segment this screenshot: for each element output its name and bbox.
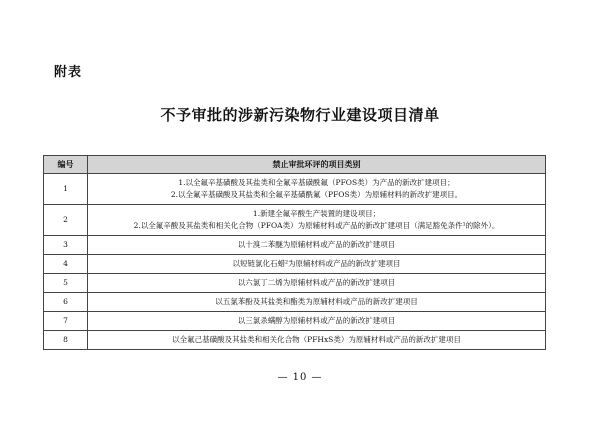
row-number: 8 bbox=[44, 331, 88, 350]
row-number: 3 bbox=[44, 236, 88, 255]
category-line: 2.以全氟辛酸及其盐类和相关化合物（PFOA类）为原辅材料或产品的新改扩建项目（满足豁免条件¹的除外）。 bbox=[133, 221, 500, 230]
table-row bbox=[44, 293, 546, 312]
table-row bbox=[44, 205, 546, 236]
table-row bbox=[44, 174, 546, 205]
prohibited-projects-table bbox=[43, 155, 546, 350]
header-number: 编号 bbox=[44, 156, 88, 174]
row-number: 4 bbox=[44, 255, 88, 274]
category-line: 以全氟己基磺酸及其盐类和相关化合物（PFHxS类）为原辅材料或产品的新改扩建项目 bbox=[172, 335, 461, 344]
row-category bbox=[88, 205, 546, 236]
category-line: 以短链氯化石蜡²为原辅材料或产品的新改扩建项目 bbox=[232, 259, 401, 268]
header-category: 禁止审批环评的项目类别 bbox=[88, 156, 546, 174]
row-category bbox=[88, 174, 546, 205]
table-row bbox=[44, 312, 546, 331]
row-number: 1 bbox=[44, 174, 88, 205]
table-row bbox=[44, 236, 546, 255]
table-row bbox=[44, 255, 546, 274]
row-number: 2 bbox=[44, 205, 88, 236]
category-line: 以三氯杀螨醇为原辅材料或产品的新改扩建项目 bbox=[237, 316, 396, 325]
category-line: 1.以全氟辛基磺酸及其盐类和全氟辛基磺酰氟（PFOS类）为产品的新改扩建项目； bbox=[178, 178, 455, 187]
row-category bbox=[88, 274, 546, 293]
row-category bbox=[88, 331, 546, 350]
row-category bbox=[88, 293, 546, 312]
row-number: 6 bbox=[44, 293, 88, 312]
row-number: 7 bbox=[44, 312, 88, 331]
table-header-row bbox=[44, 156, 546, 174]
row-category bbox=[88, 255, 546, 274]
row-category bbox=[88, 236, 546, 255]
document-title: 不予审批的涉新污染物行业建设项目清单 bbox=[160, 106, 440, 124]
table-row bbox=[44, 274, 546, 293]
category-line: 以十溴二苯醚为原辅材料或产品的新改扩建项目 bbox=[237, 240, 396, 249]
category-line: 以五氯苯酚及其盐类和酯类为原辅材料或产品的新改扩建项目 bbox=[215, 297, 418, 306]
category-line: 2.以全氟辛基磺酸及其盐类和全氟辛基磺酰氟（PFOS类）为原辅材料的新改扩建项目。 bbox=[170, 190, 463, 199]
appendix-label: 附表 bbox=[54, 65, 83, 80]
category-line: 以六氯丁二烯为原辅材料或产品的新改扩建项目 bbox=[237, 278, 396, 287]
page-number: — 10 — bbox=[277, 372, 323, 383]
row-number: 5 bbox=[44, 274, 88, 293]
row-category bbox=[88, 312, 546, 331]
table-body bbox=[44, 174, 546, 350]
category-line: 1.新建全氟辛酸生产装置的建设项目； bbox=[252, 209, 381, 218]
table-row bbox=[44, 331, 546, 350]
